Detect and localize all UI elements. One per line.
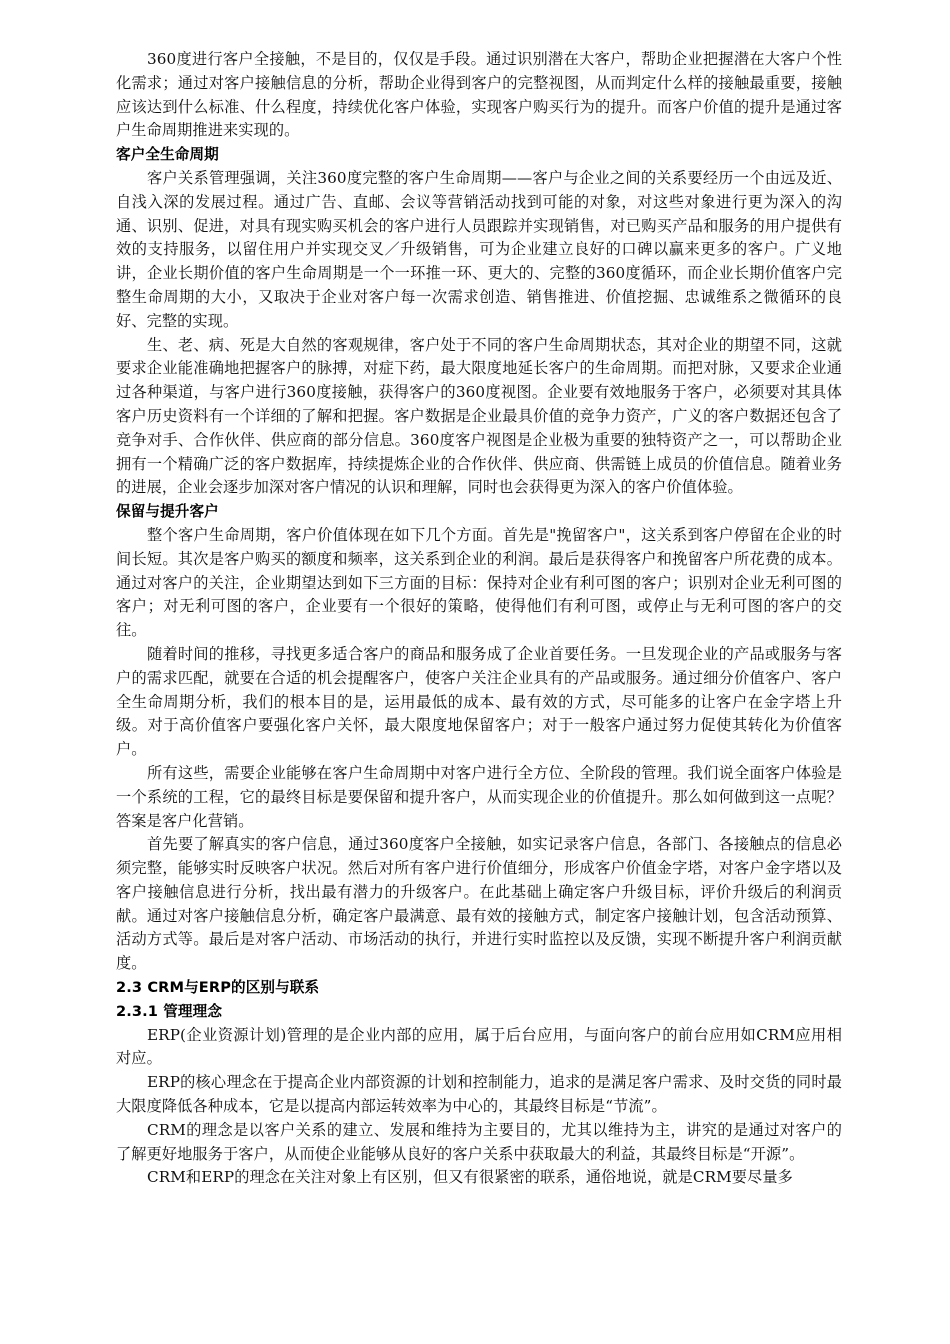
heading-customer-lifecycle: 客户全生命周期 (116, 146, 219, 164)
paragraph-erp-core: ERP的核心理念在于提高企业内部资源的计划和控制能力，追求的是满足客户需求、及时交货的同时最大限度降低各种成本，它是以提高内部运转效率为中心的，其最终目标是“节流”。 (116, 1073, 842, 1116)
paragraph-lifecycle-law: 生、老、病、死是大自然的客观规律，客户处于不同的客户生命周期状态，其对企业的期望不同，这就要求企业能准确地把握客户的脉搏，对症下药，最大限度地延长客户的生命周期。而把对脉，又要求企业通过各种渠道，与客户进行360度接触，获得客户的360度视图。企业要有效地服务于客户，必须要对其具体客户历史资料有一个详细的了解和把握。客户数据是企业最具价值的竞争力资产，广义的客户数据还包含了竞争对手、合作伙伴、供应商的部分信息。360度客户视图是企业极为重要的独特资产之一，可以帮助企业拥有一个精确广泛的客户数据库，持续提炼企业的合作伙伴、供应商、供需链上成员的价值信息。随着业务的进展，企业会逐步加深对客户情况的认识和理解，同时也会获得更为深入的客户价值体验。 (116, 335, 842, 497)
paragraph-crm-erp-difference: CRM和ERP的理念在关注对象上有区别，但又有很紧密的联系，通俗地说，就是CRM要尽量多 (147, 1168, 793, 1187)
paragraph-lifecycle-360: 客户关系管理强调，关注360度完整的客户生命周期——客户与企业之间的关系要经历一个由远及近、自浅入深的发展过程。通过广告、直邮、会议等营销活动找到可能的对象，对这些对象进行更为深入的沟通、识别、促进，对具有现实购买机会的客户进行人员跟踪并实现销售，对已购买产品和服务的用户提供有效的支持服务，以留住用户并实现交叉／升级销售，可为企业建立良好的口碑以赢来更多的客户。广义地讲，企业长期价值的客户生命周期是一个一环推一环、更大的、完整的360度循环，而企业长期价值客户完整生命周期的大小，又取决于企业对客户每一次需求创造、销售推进、价值挖掘、忠诚维系之微循环的良好、完整的实现。 (116, 168, 842, 330)
subsection-heading-mgmt-concept: 2.3.1 管理理念 (116, 1002, 223, 1020)
paragraph-over-time: 随着时间的推移，寻找更多适合客户的商品和服务成了企业首要任务。一旦发现企业的产品或服务与客户的需求匹配，就要在合适的机会提醒客户，使客户关注企业具有的产品或服务。通过细分价值客户、客户全生命周期分析，我们的根本目的是，运用最低的成本、最有效的方式，尽可能多的让客户在金字塔上升级。对于高价值客户要强化客户关怀，最大限度地保留客户；对于一般客户通过努力促使其转化为价值客户。 (116, 644, 842, 759)
paragraph-360-contact: 360度进行客户全接触，不是目的，仅仅是手段。通过识别潜在大客户，帮助企业把握潜在大客户个性化需求；通过对客户接触信息的分析，帮助企业得到客户的完整视图，从而判定什么样的接触最重要，接触应该达到什么标准、什么程度，持续优化客户体验，实现客户购买行为的提升。而客户价值的提升是通过客户生命周期推进来实现的。 (116, 50, 842, 140)
paragraph-erp-definition: ERP(企业资源计划)管理的是企业内部的应用，属于后台应用，与面向客户的前台应用如CRM应用相对应。 (116, 1025, 842, 1068)
document-page (116, 48, 842, 1190)
paragraph-first-step: 首先要了解真实的客户信息，通过360度客户全接触，如实记录客户信息，各部门、各接触点的信息必须完整，能够实时反映客户状况。然后对所有客户进行价值细分，形成客户价值金字塔，对客户金字塔以及客户接触信息进行分析，找出最有潜力的升级客户。在此基础上确定客户升级目标，评价升级后的利润贡献。通过对客户接触信息分析，确定客户最满意、最有效的接触方式，制定客户接触计划，包含活动预算、活动方式等。最后是对客户活动、市场活动的执行，并进行实时监控以及反馈，实现不断提升客户利润贡献度。 (116, 835, 842, 973)
heading-retain-upgrade: 保留与提升客户 (116, 503, 219, 521)
section-heading-crm-erp: 2.3 CRM与ERP的区别与联系 (116, 979, 320, 997)
paragraph-all-these: 所有这些，需要企业能够在客户生命周期中对客户进行全方位、全阶段的管理。我们说全面客户体验是一个系统的工程，它的最终目标是要保留和提升客户，从而实现企业的价值提升。那么如何做到这一点呢？答案是客户化营销。 (116, 763, 842, 830)
paragraph-customer-value: 整个客户生命周期，客户价值体现在如下几个方面。首先是"挽留客户"，这关系到客户停留在企业的时间长短。其次是客户购买的额度和频率，这关系到企业的利润。最后是获得客户和挽留客户所花费的成本。通过对客户的关注，企业期望达到如下三方面的目标：保持对企业有利可图的客户；识别对企业无利可图的客户；对无利可图的客户，企业要有一个很好的策略，使得他们有利可图，或停止与无利可图的客户的交往。 (116, 525, 842, 640)
paragraph-crm-concept: CRM的理念是以客户关系的建立、发展和维持为主要目的，尤其以维持为主，讲究的是通过对客户的了解更好地服务于客户，从而使企业能够从良好的客户关系中获取最大的利益，其最终目标是“开源”。 (116, 1120, 842, 1163)
